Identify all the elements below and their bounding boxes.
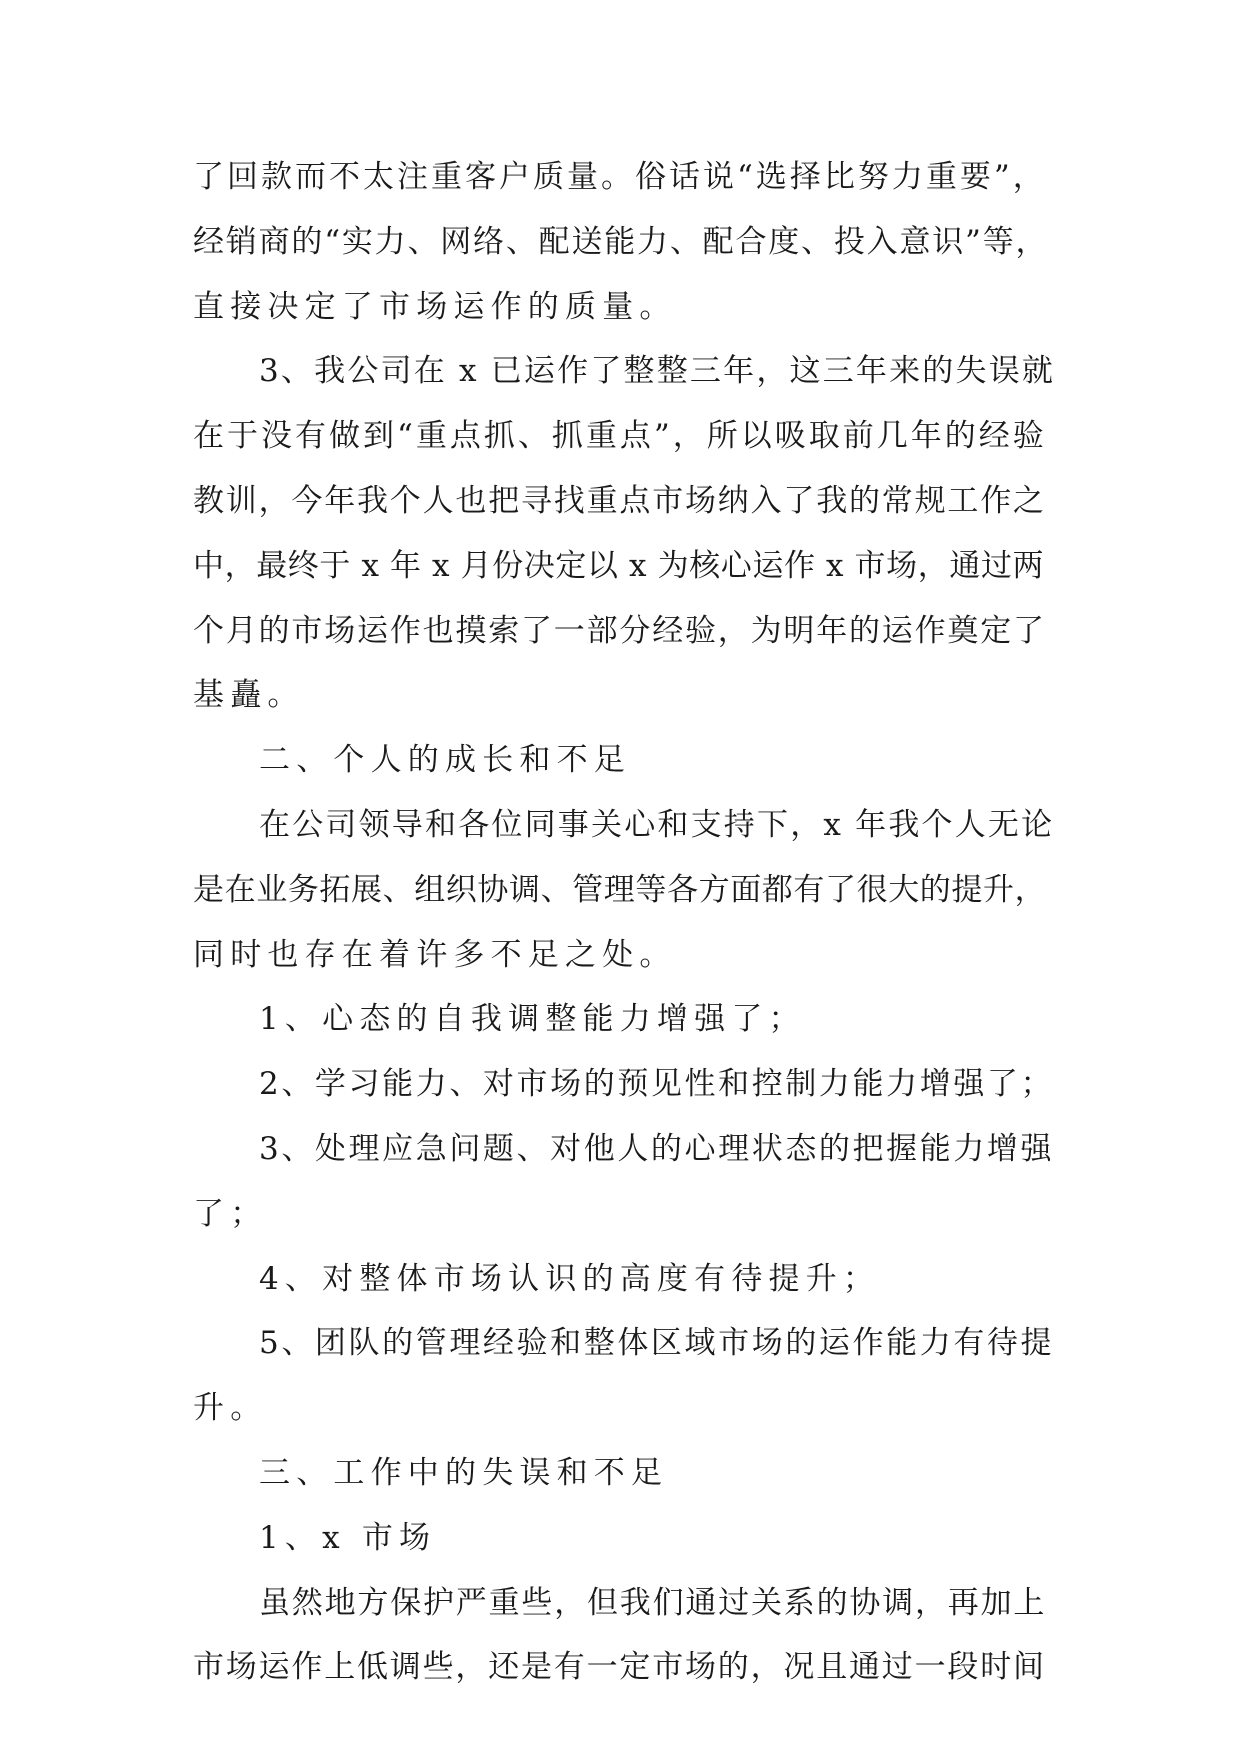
paragraph-start: 虽然地方保护严重些，但我们通过关系的协调，再加上 — [259, 1584, 1047, 1621]
list-item: 5、团队的管理经验和整体区域市场的运作能力有待提 — [259, 1325, 1055, 1362]
list-item: 2、学习能力、对市场的预见性和控制力能力增强了； — [259, 1066, 1055, 1103]
section-heading: 二、个人的成长和不足 — [259, 742, 631, 779]
text-line: 在于没有做到“重点抓、抓重点”，所以吸取前几年的经验 — [193, 418, 1047, 455]
list-item: 1、心态的自我调整能力增强了； — [259, 1001, 806, 1038]
text-line: 了回款而不太注重客户质量。俗话说“选择比努力重要”， — [193, 159, 1047, 195]
paragraph-start: 3、我公司在 x 已运作了整整三年，这三年来的失误就 — [259, 353, 1056, 390]
text-line: 市场运作上低调些，还是有一定市场的，况且通过一段时间 — [193, 1649, 1046, 1686]
text-line: 个月的市场运作也摸索了一部分经验，为明年的运作奠定了 — [193, 612, 1046, 649]
text-line: 是在业务拓展、组织协调、管理等各方面都有了很大的提升， — [193, 871, 1047, 908]
section-heading: 三、工作中的失误和不足 — [259, 1454, 669, 1491]
text-line: 升。 — [193, 1390, 268, 1427]
text-line: 中，最终于 x 年 x 月份决定以 x 为核心运作 x 市场，通过两 — [193, 547, 1045, 584]
list-item: 4、对整体市场认识的高度有待提升； — [259, 1260, 881, 1297]
text-line: 了； — [193, 1195, 268, 1232]
text-line: 同时也存在着许多不足之处。 — [193, 936, 677, 973]
paragraph-start: 在公司领导和各位同事关心和支持下，x 年我个人无论 — [259, 806, 1055, 843]
document-body — [193, 145, 1055, 1700]
text-line: 直接决定了市场运作的质量。 — [193, 288, 677, 325]
list-item: 3、处理应急问题、对他人的心理状态的把握能力增强 — [259, 1130, 1055, 1167]
text-line: 经销商的“实力、网络、配送能力、配合度、投入意识”等， — [193, 223, 1049, 260]
text-line: 教训，今年我个人也把寻找重点市场纳入了我的常规工作之 — [193, 482, 1046, 519]
text-line: 基矗。 — [193, 677, 305, 714]
subsection-heading: 1、x 市场 — [259, 1519, 437, 1556]
